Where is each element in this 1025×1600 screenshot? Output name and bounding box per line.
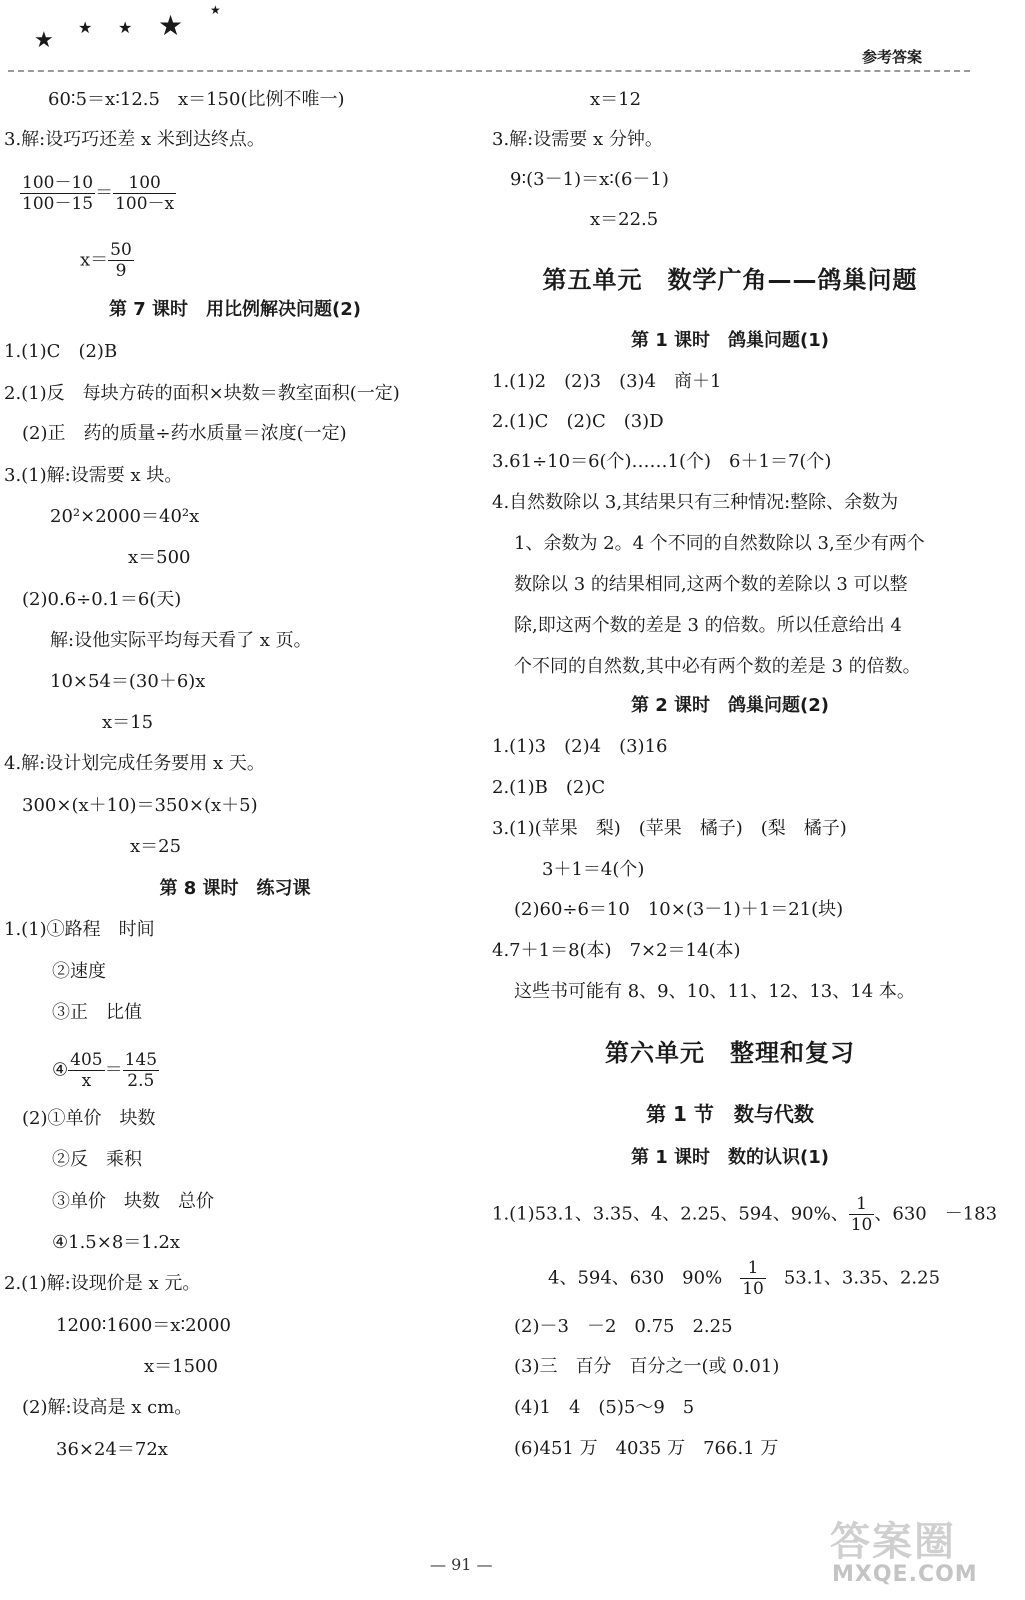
watermark-text: 答案圈 bbox=[830, 1519, 956, 1565]
answer-line: 1、余数为 2。4 个不同的自然数除以 3,至少有两个 bbox=[514, 533, 925, 554]
fraction: $\frac{50}{9}$ bbox=[110, 240, 132, 281]
answer-line: 3.(1)(苹果 梨) (苹果 橘子) (梨 橘子) bbox=[492, 818, 847, 839]
equation-fraction-line: x＝ $\frac{50}{9}$ bbox=[80, 240, 132, 281]
unit-heading: 第六单元 整理和复习 bbox=[605, 1039, 855, 1067]
answer-line: 数除以 3 的结果相同,这两个数的差除以 3 可以整 bbox=[514, 574, 908, 595]
section-heading: 第 1 节 数与代数 bbox=[646, 1102, 814, 1126]
answer-line: (2)解:设高是 x cm。 bbox=[22, 1397, 193, 1418]
answer-line: ③单价 块数 总价 bbox=[52, 1191, 214, 1212]
answer-line: 这些书可能有 8、9、10、11、12、13、14 本。 bbox=[514, 981, 915, 1002]
fraction: $\frac{1}{10}$ bbox=[850, 1194, 873, 1235]
answer-line: (2)①单价 块数 bbox=[22, 1108, 156, 1129]
answer-line: ④1.5×8＝1.2x bbox=[52, 1232, 181, 1253]
watermark-url: MXQE.COM bbox=[832, 1562, 978, 1587]
answer-line: x＝15 bbox=[102, 712, 154, 733]
fraction: $\frac{145}{2.5}$ bbox=[124, 1050, 158, 1091]
fraction: $\frac{405}{x}$ bbox=[70, 1050, 103, 1091]
answer-line: ②速度 bbox=[52, 961, 106, 982]
answer-line: 2.(1)C (2)C (3)D bbox=[492, 411, 664, 432]
header-divider bbox=[8, 70, 970, 72]
answer-line: 20²×2000＝40²x bbox=[50, 506, 200, 527]
answer-line: 3.解:设需要 x 分钟。 bbox=[492, 129, 663, 150]
answer-line: 3.(1)解:设需要 x 块。 bbox=[4, 465, 183, 486]
answer-line: (4)1 4 (5)5～9 5 bbox=[514, 1397, 695, 1418]
answer-line: x＝12 bbox=[590, 89, 642, 110]
answer-line: 4.7＋1＝8(本) 7×2＝14(本) bbox=[492, 940, 741, 961]
lesson-heading: 第 1 课时 鸽巢问题(1) bbox=[630, 330, 830, 351]
answer-line: 60∶5＝x∶12.5 x＝150(比例不唯一) bbox=[48, 89, 345, 110]
answer-line: 1.(1)3 (2)4 (3)16 bbox=[492, 736, 668, 757]
answer-line: (2)60÷6＝10 10×(3－1)＋1＝21(块) bbox=[514, 899, 844, 920]
answer-line: x＝25 bbox=[130, 836, 182, 857]
answer-line: (3)三 百分 百分之一(或 0.01) bbox=[514, 1356, 780, 1377]
star-icon: ★ bbox=[34, 28, 54, 53]
fraction: $\frac{1}{10}$ bbox=[742, 1258, 764, 1299]
star-icon: ★ bbox=[78, 18, 93, 37]
lesson-heading: 第 7 课时 用比例解决问题(2) bbox=[108, 299, 362, 320]
answer-line: 解:设他实际平均每天看了 x 页。 bbox=[50, 630, 312, 651]
page-number: — 91 — bbox=[430, 1555, 493, 1574]
answer-line: x＝500 bbox=[128, 547, 191, 568]
answer-line: 2.(1)反 每块方砖的面积×块数＝教室面积(一定) bbox=[4, 383, 400, 404]
fraction: $\frac{100}{100-x}$ bbox=[115, 173, 175, 214]
equation-fraction-line: 1.(1)53.1、3.35、4、2.25、594、90%、 $\frac{1}{10}$ 、630 －183 bbox=[492, 1194, 998, 1235]
answer-line: 36×24＝72x bbox=[56, 1439, 168, 1460]
lesson-heading: 第 8 课时 练习课 bbox=[159, 878, 311, 899]
answer-line: ③正 比值 bbox=[52, 1002, 142, 1023]
answer-line: 1.(1)①路程 时间 bbox=[4, 919, 155, 940]
answer-line: x＝22.5 bbox=[590, 209, 659, 230]
star-icon: ★ bbox=[210, 3, 221, 17]
answer-line: 3.61÷10＝6(个)……1(个) 6＋1＝7(个) bbox=[492, 451, 832, 472]
answer-line: 3.解:设巧巧还差 x 米到达终点。 bbox=[4, 129, 265, 150]
answer-line: 4.解:设计划完成任务要用 x 天。 bbox=[4, 753, 265, 774]
answer-line: (6)451 万 4035 万 766.1 万 bbox=[514, 1438, 779, 1459]
answer-line: x＝1500 bbox=[144, 1356, 218, 1377]
answer-line: 3＋1＝4(个) bbox=[542, 859, 645, 880]
watermark-logo bbox=[830, 1510, 980, 1590]
answer-line: 4.自然数除以 3,其结果只有三种情况:整除、余数为 bbox=[492, 492, 899, 513]
star-icon: ★ bbox=[118, 18, 133, 37]
answer-line: 1.(1)C (2)B bbox=[4, 341, 118, 362]
answer-line: 1200∶1600＝x∶2000 bbox=[56, 1315, 231, 1336]
answer-line: ②反 乘积 bbox=[52, 1149, 142, 1170]
equation-fraction-line: $\frac{100-10}{100-15}$ ＝ $\frac{100}{100-x}$ bbox=[22, 173, 175, 214]
answer-line: 9∶(3－1)＝x∶(6－1) bbox=[510, 169, 669, 190]
lesson-heading: 第 1 课时 数的认识(1) bbox=[630, 1147, 830, 1168]
unit-heading: 第五单元 数学广角——鸽巢问题 bbox=[542, 266, 918, 294]
answer-line: 300×(x＋10)＝350×(x＋5) bbox=[22, 795, 258, 816]
answer-line: 个不同的自然数,其中必有两个数的差是 3 的倍数。 bbox=[514, 656, 921, 677]
equation-fraction-line: 4、594、630 90% $\frac{1}{10}$ 53.1、3.35、2.25 bbox=[548, 1258, 941, 1299]
answer-line: 除,即这两个数的差是 3 的倍数。所以任意给出 4 bbox=[514, 615, 902, 636]
answer-line: 10×54＝(30＋6)x bbox=[50, 671, 206, 692]
lesson-heading: 第 2 课时 鸽巢问题(2) bbox=[630, 695, 830, 716]
header-label: 参考答案 bbox=[862, 48, 923, 66]
answer-line: (2)0.6÷0.1＝6(天) bbox=[22, 589, 182, 610]
answer-line: 2.(1)B (2)C bbox=[492, 777, 606, 798]
fraction: $\frac{100-10}{100-15}$ bbox=[22, 173, 94, 214]
equation-fraction-line: ④ $\frac{405}{x}$ ＝ $\frac{145}{2.5}$ bbox=[52, 1050, 158, 1091]
star-icon: ★ bbox=[158, 9, 184, 42]
answer-line: (2)正 药的质量÷药水质量＝浓度(一定) bbox=[22, 423, 347, 444]
answer-line: 2.(1)解:设现价是 x 元。 bbox=[4, 1273, 201, 1294]
answer-line: 1.(1)2 (2)3 (3)4 商＋1 bbox=[492, 371, 722, 392]
answer-line: (2)－3 －2 0.75 2.25 bbox=[514, 1316, 733, 1337]
